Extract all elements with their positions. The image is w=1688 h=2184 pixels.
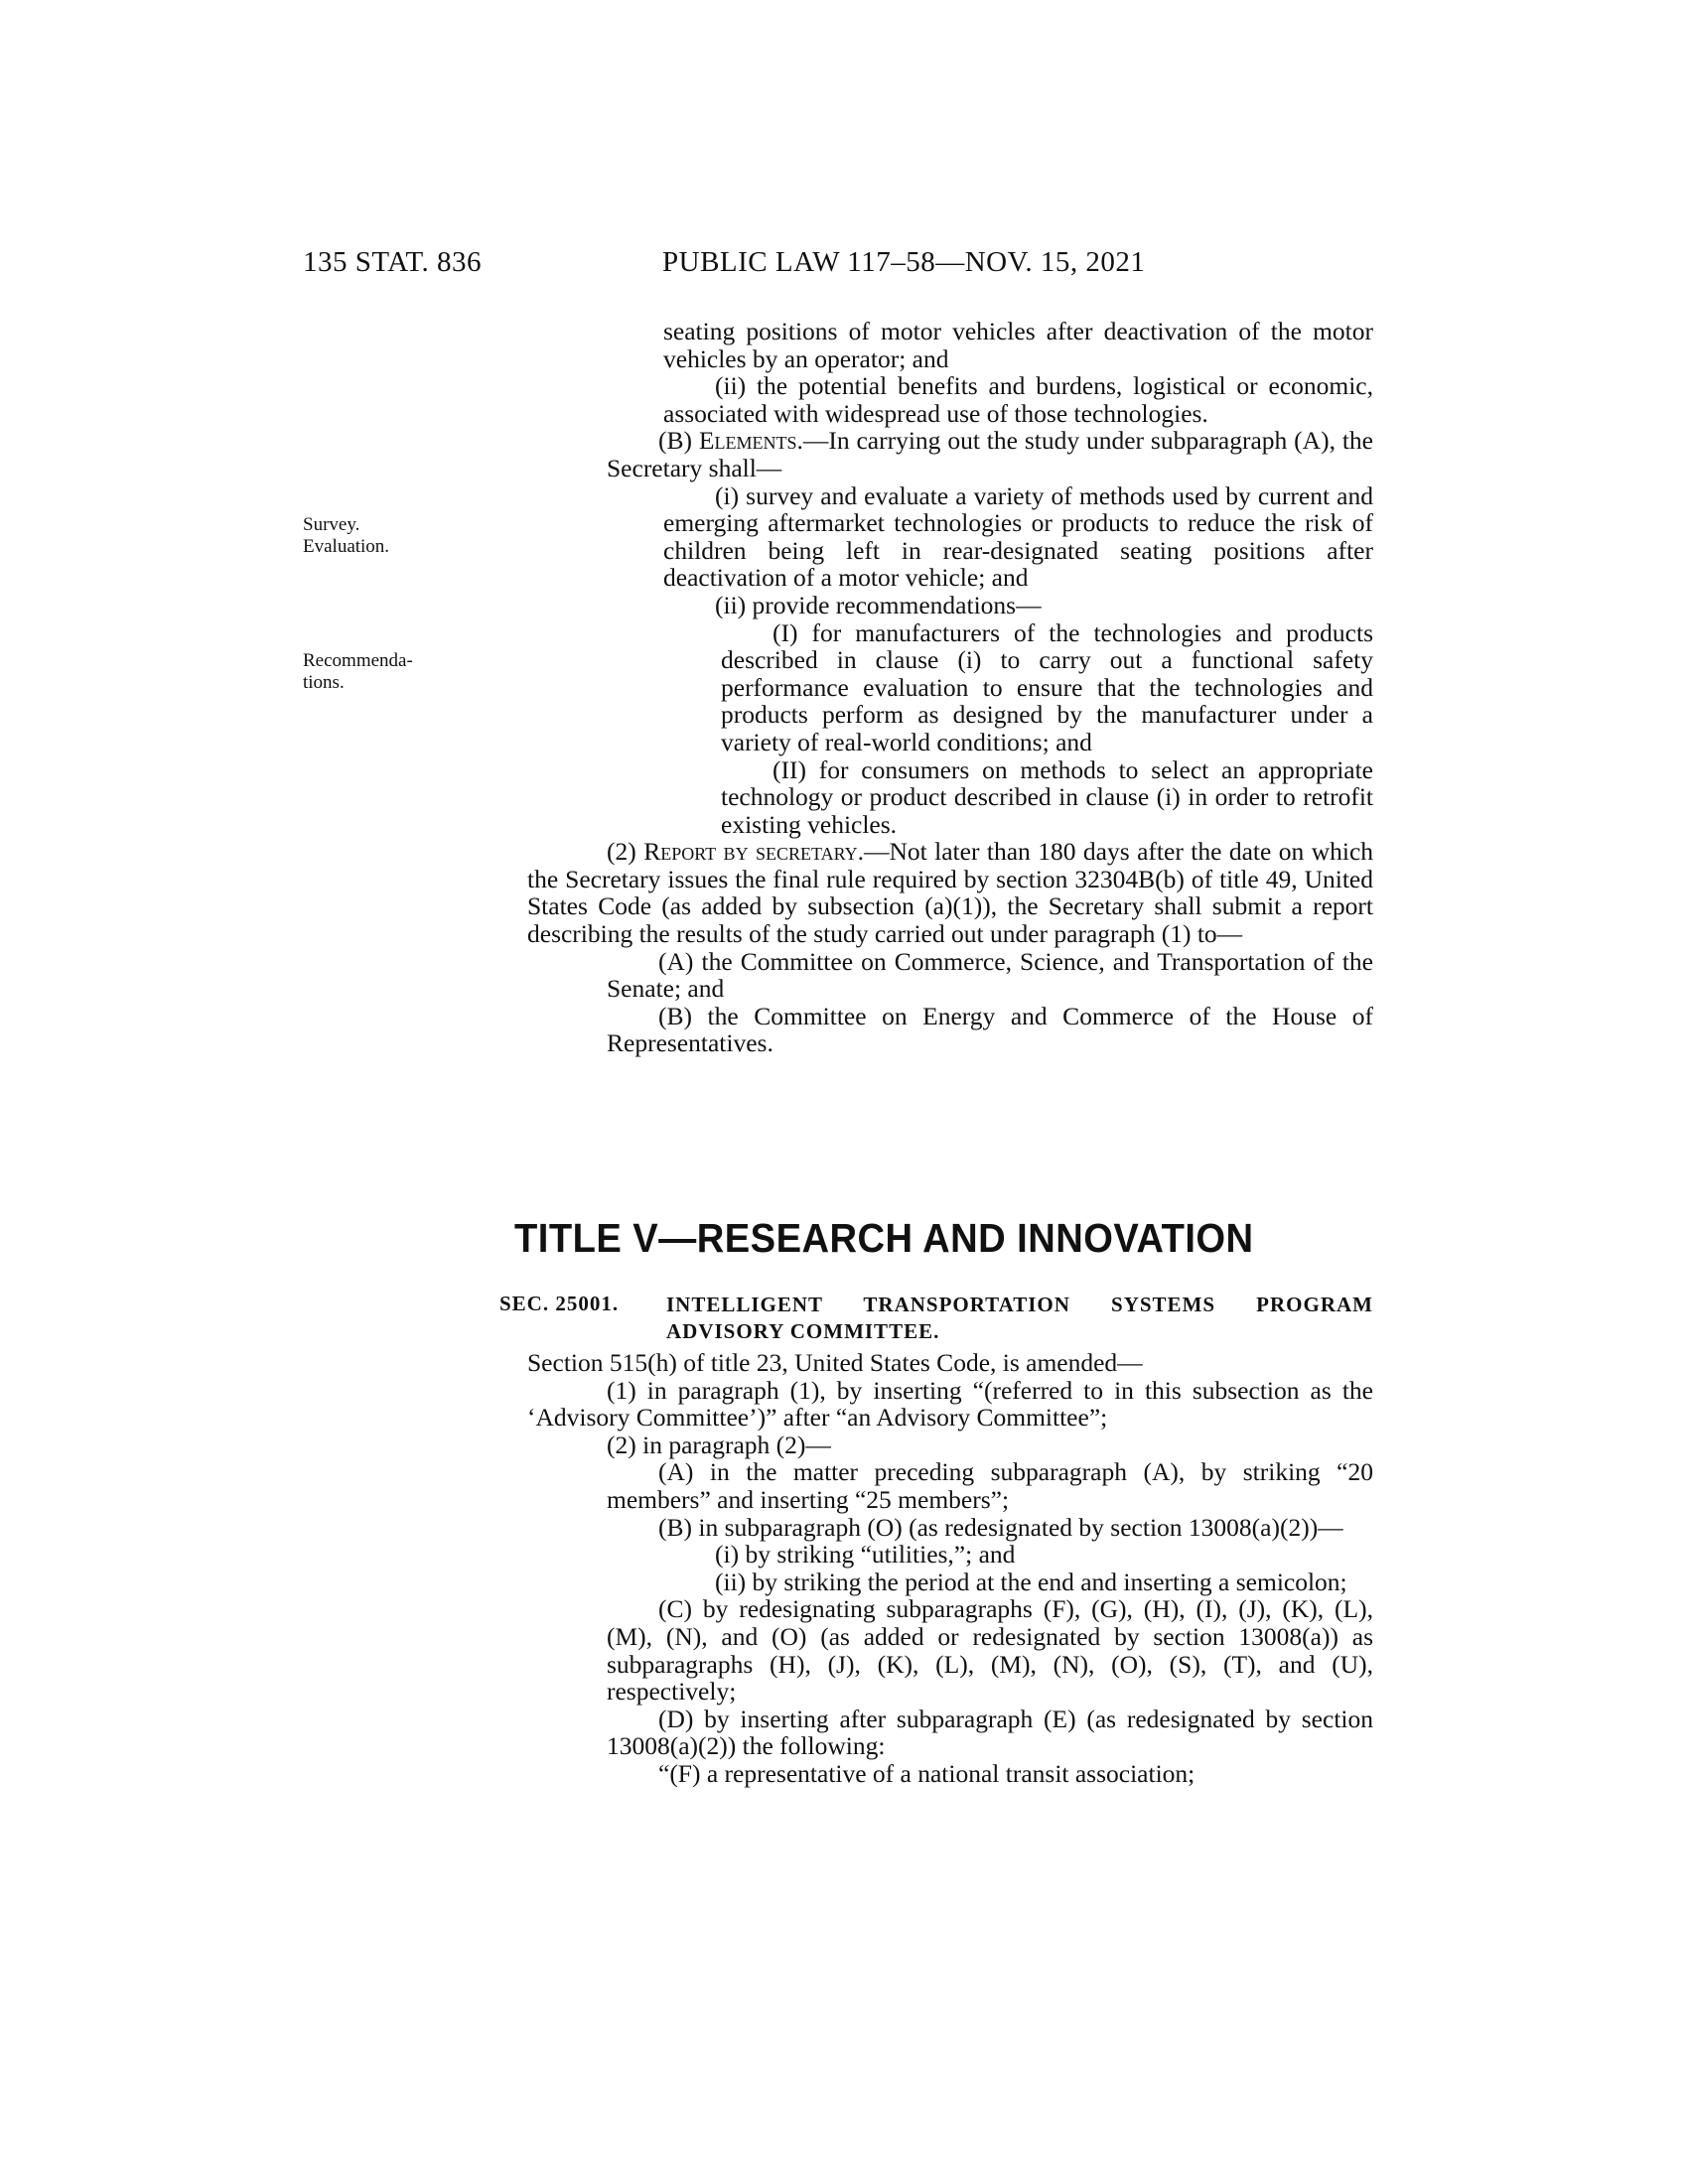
paragraph: (1) in paragraph (1), by inserting “(referred to in this subsection as the ‘Advisory Committee’)” after “an Advisory Committee”; — [527, 1375, 1373, 1433]
paragraph: seating positions of motor vehicles after deactivation of the motor vehicles by an operator; and — [663, 317, 1373, 373]
statute-body-part1 — [527, 318, 1373, 1057]
stat-reference: 135 STAT. 836 — [303, 246, 483, 278]
paragraph-label: (B) — [658, 426, 699, 456]
paragraph-text: .—In carrying out the study under subparagraph (A), the Secretary shall— — [607, 426, 1373, 482]
paragraph: “(F) a representative of a national transit association; — [658, 1758, 1196, 1788]
paragraph-elements — [527, 427, 1373, 481]
paragraph: Section 515(h) of title 23, United States Code, is amended— — [527, 1348, 1143, 1377]
margin-note-survey — [303, 514, 452, 558]
margin-note-recommendations — [303, 650, 452, 694]
paragraph: (D) by inserting after subparagraph (E) (as redesignated by section 13008(a)(2)) the following: — [607, 1704, 1373, 1761]
paragraph: (B) in subparagraph (O) (as redesignated by section 13008(a)(2))— — [658, 1512, 1343, 1542]
paragraph: (i) by striking “utilities,”; and — [715, 1540, 1016, 1570]
paragraph-heading: Elements — [698, 426, 797, 456]
paragraph-label: (2) — [607, 837, 644, 867]
margin-note-evaluation-text: Evaluation. — [303, 536, 390, 557]
paragraph: (B) the Committee on Energy and Commerce of the House of Representatives. — [607, 1001, 1373, 1058]
paragraph: (i) survey and evaluate a variety of methods used by current and emerging aftermarket technologies or products to reduce the risk of children being left in rear-designated seating positions after deactivation of a motor vehicle; and — [663, 480, 1373, 593]
paragraph-text: .—Not later than 180 days after the date on which the Secretary issues the final rule required by section 32304B(b) of title 49, United States Code (as added by subsection (a)(1)), the Secretary shall submit a report describing the results of the study carried out under paragraph (1) to— — [527, 837, 1374, 949]
paragraph: (A) the Committee on Commerce, Science, and Transportation of the Senate; and — [607, 946, 1373, 1004]
margin-note-recommendations-line2: tions. — [303, 672, 345, 693]
margin-note-survey-text: Survey. — [303, 514, 360, 535]
paragraph: (ii) the potential benefits and burdens, logistical or economic, associated with widespread use of those technologies. — [663, 371, 1373, 428]
paragraph: (ii) by striking the period at the end and inserting a semicolon; — [715, 1567, 1347, 1596]
section-number: SEC. 25001. — [499, 1292, 620, 1315]
margin-note-recommendations-line1: Recommenda- — [303, 650, 413, 671]
paragraph: (A) in the matter preceding subparagraph (A), by striking “20 members” and inserting “25 members”; — [607, 1457, 1373, 1514]
law-header: PUBLIC LAW 117–58—NOV. 15, 2021 — [662, 246, 1146, 278]
paragraph: (C) by redesignating subparagraphs (F), (G), (H), (I), (J), (K), (L), (M), (N), and (O) (as added or redesignated by section 13008(a)) as subparagraphs (H), (J), (K), (L), (M), (N), (O), (S), (T), and (U), respectively; — [607, 1594, 1373, 1706]
title-heading: TITLE V—RESEARCH AND INNOVATION — [514, 1215, 1254, 1261]
paragraph: (I) for manufacturers of the technologies and products described in clause (i) to carry out a functional safety performance evaluation to ensure that the technologies and products perform as designed by the manufacturer under a variety of real-world conditions; and — [721, 617, 1373, 756]
paragraph-report — [527, 838, 1373, 947]
paragraph: (2) in paragraph (2)— — [607, 1430, 831, 1459]
paragraph-heading: Report by secretary — [643, 837, 858, 867]
paragraph: (II) for consumers on methods to select an appropriate technology or product described in clause (i) in order to retrofit existing vehicles. — [721, 754, 1373, 839]
statute-body-part2 — [527, 1349, 1373, 1788]
section-heading: INTELLIGENT TRANSPORTATION SYSTEMS PROGRAM ADVISORY COMMITTEE. — [666, 1293, 1373, 1343]
paragraph: (ii) provide recommendations— — [715, 590, 1042, 619]
